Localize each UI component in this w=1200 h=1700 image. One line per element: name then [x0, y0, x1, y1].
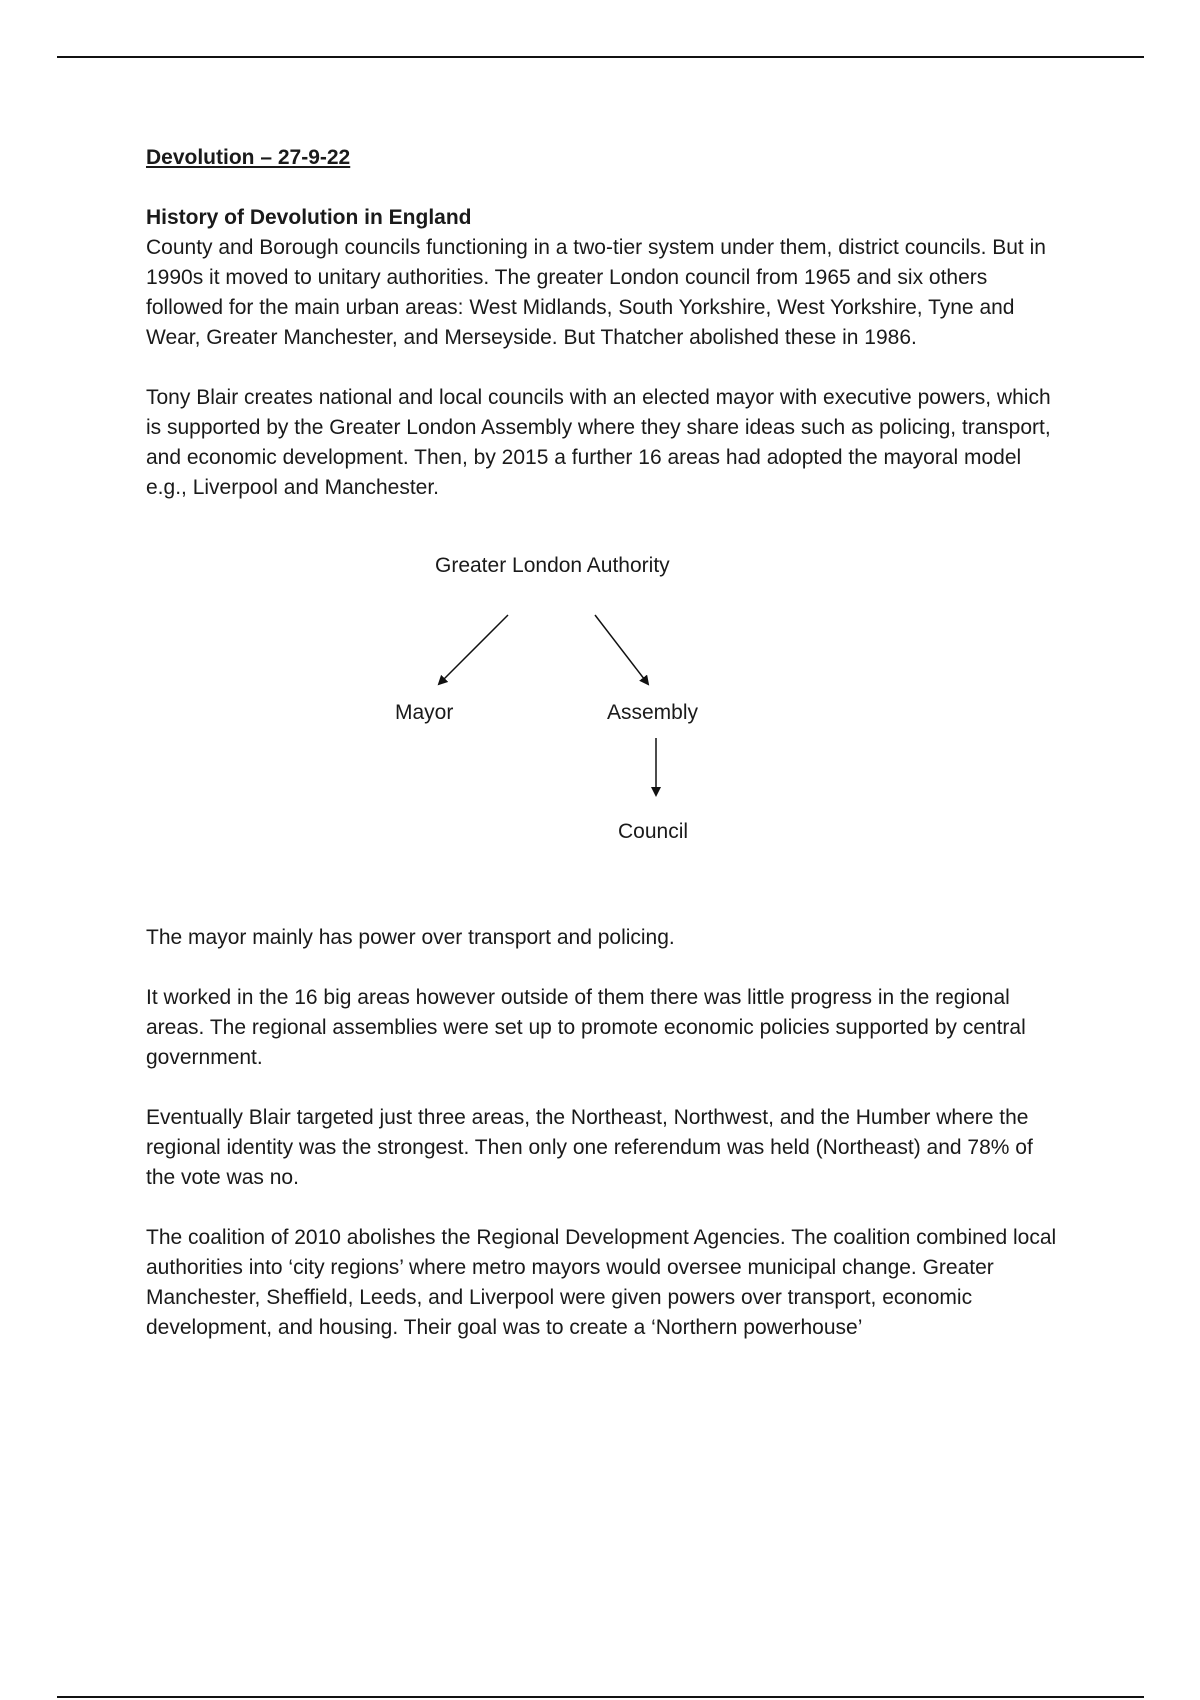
paragraph-referendum: Eventually Blair targeted just three areas, the Northeast, Northwest, and the Humber where the regional identity was the strongest. Then only one referendum was held (Northeast) and 78% of the vote was no. [146, 1106, 1033, 1189]
diagram-arrows [146, 533, 1066, 923]
arrow-to-mayor [439, 615, 508, 684]
paragraph-two-tier-history: County and Borough councils functioning in a two-tier system under them, district councils. But in 1990s it moved to unitary authorities. The greater London council from 1965 and six others followed for the main urban areas: West Midlands, South Yorkshire, West Yorkshire, Tyne and Wear, Greater Manchester, and Merseyside. But Thatcher abolished these in 1986. [146, 236, 1046, 349]
section-heading: History of Devolution in England [146, 206, 472, 229]
node-mayor: Mayor [395, 701, 454, 724]
document-body [146, 143, 1066, 1343]
page-bottom-rule [57, 1696, 1144, 1698]
document-title: Devolution – 27-9-22 [146, 146, 351, 169]
paragraph-blair-mayors: Tony Blair creates national and local councils with an elected mayor with executive powers, which is supported by the Greater London Assembly where they share ideas such as policing, transport, and economic development. Then, by 2015 a further 16 areas had adopted the mayoral model e.g., Liverpool and Manchester. [146, 386, 1051, 499]
node-council: Council [618, 820, 689, 843]
gla-structure-diagram [146, 533, 1066, 923]
node-greater-london-authority: Greater London Authority [435, 554, 670, 577]
paragraph-regional-assemblies: It worked in the 16 big areas however outside of them there was little progress in the regional areas. The regional assemblies were set up to promote economic policies supported by central government. [146, 986, 1026, 1069]
node-assembly: Assembly [607, 701, 699, 724]
paragraph-mayor-powers: The mayor mainly has power over transport and policing. [146, 926, 675, 949]
page-top-rule [57, 56, 1144, 58]
paragraph-coalition-2010: The coalition of 2010 abolishes the Regional Development Agencies. The coalition combined local authorities into ‘city regions’ where metro mayors would oversee municipal change. Greater Manchester, Sheffield, Leeds, and Liverpool were given powers over transport, economic development, and housing. Their goal was to create a ‘Northern powerhouse’ [146, 1226, 1057, 1339]
arrow-to-assembly [595, 615, 648, 684]
